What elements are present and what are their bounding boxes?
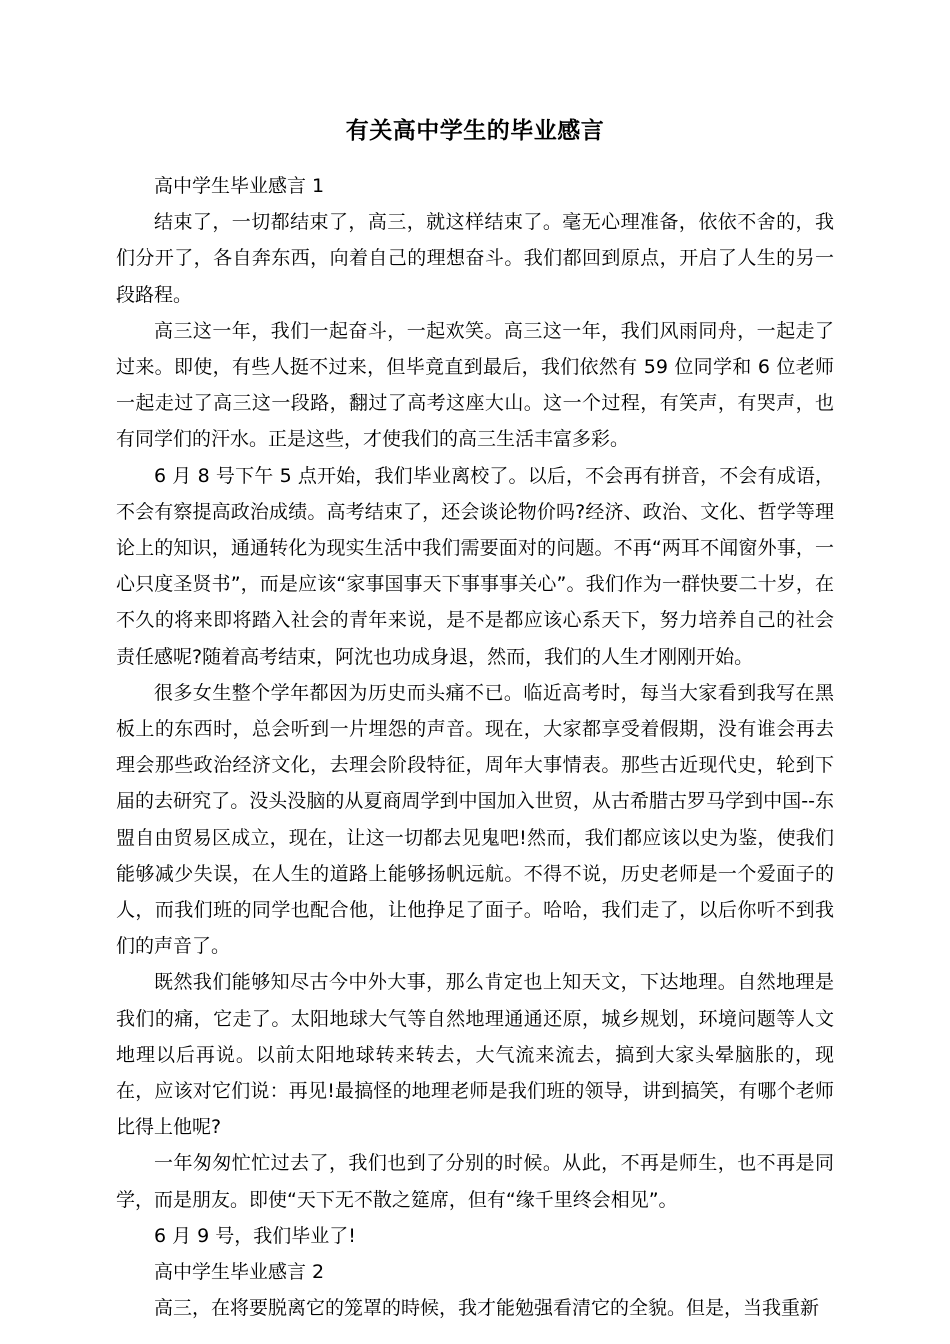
section-heading-1: 高中学生毕业感言 1 (154, 175, 325, 197)
document-title: 有关高中学生的毕业感言 (345, 118, 605, 144)
paragraph: 6 月 9 号，我们毕业了! (154, 1224, 356, 1247)
paragraph: 高三，在将要脱离它的笼罩的時候，我才能勉强看清它的全貌。但是，当我重新 (154, 1297, 820, 1320)
paragraph: 很多女生整个学年都因为历史而头痛不已。临近高考时，每当大家看到我写在黑板上的东西时，总会听到一片埋怨的声音。现在，大家都享受着假期，没有谁会再去理会那些政治经济文化，去理会阶段特征，周年大事情表。那些古近现代史，轮到下届的去研究了。没头没脑的从夏商周学到中国加入世贸，从古希腊古罗马学到中国--东盟自由贸易区成立，现在，让这一切都去见鬼吧!然而，我们都应该以史为鉴，使我们能够减少失误，在人生的道路上能够扬帆远航。不得不说，历史老师是一个爱面子的人，而我们班的同学也配合他，让他挣足了面子。哈哈，我们走了，以后你听不到我们的声音了。 (116, 681, 834, 958)
paragraph: 既然我们能够知尽古今中外大事，那么肯定也上知天文，下达地理。自然地理是我们的痛，它走了。太阳地球大气等自然地理通通还原，城乡规划，环境问题等人文地理以后再说。以前太阳地球转来转去，大气流来流去，搞到大家头晕脑胀的，现在，应该对它们说：再见!最搞怪的地理老师是我们班的领导，讲到搞笑，有哪个老师比得上他呢? (116, 971, 834, 1139)
paragraph: 高三这一年，我们一起奋斗，一起欢笑。高三这一年，我们风雨同舟，一起走了过来。即使，有些人挺不过来，但毕竟直到最后，我们依然有 59 位同学和 6 位老师一起走过了高三这一段路，翻过了高考这座大山。这一个过程，有笑声，有哭声，也有同学们的汗水。正是这些，才使我们的高三生活丰富多彩。 (116, 319, 834, 451)
section-heading-2: 高中学生毕业感言 2 (154, 1261, 325, 1284)
paragraph: 一年匆匆忙忙过去了，我们也到了分别的时候。从此，不再是师生，也不再是同学，而是朋友。即使“天下无不散之筵席，但有“缘千里终会相见”。 (116, 1152, 834, 1211)
paragraph: 结束了，一切都结束了，高三，就这样结束了。毫无心理准备，依依不舍的，我们分开了，各自奔东西，向着自己的理想奋斗。我们都回到原点，开启了人生的另一段路程。 (116, 211, 834, 306)
paragraph: 6 月 8 号下午 5 点开始，我们毕业离校了。以后，不会再有拼音，不会有成语，不会有察提高政治成绩。高考结束了，还会谈论物价吗?经济、政治、文化、哲学等理论上的知识，通通转化为现实生活中我们需要面对的问题。不再“两耳不闻窗外事，一心只度圣贤书”，而是应该“家事国事天下事事事关心”。我们作为一群快要二十岁，在不久的将来即将踏入社会的青年来说，是不是都应该心系天下，努力培养自己的社会责任感呢?随着高考结束，阿沈也功成身退，然而，我们的人生才刚刚开始。 (116, 464, 834, 668)
document-body (116, 168, 834, 1327)
